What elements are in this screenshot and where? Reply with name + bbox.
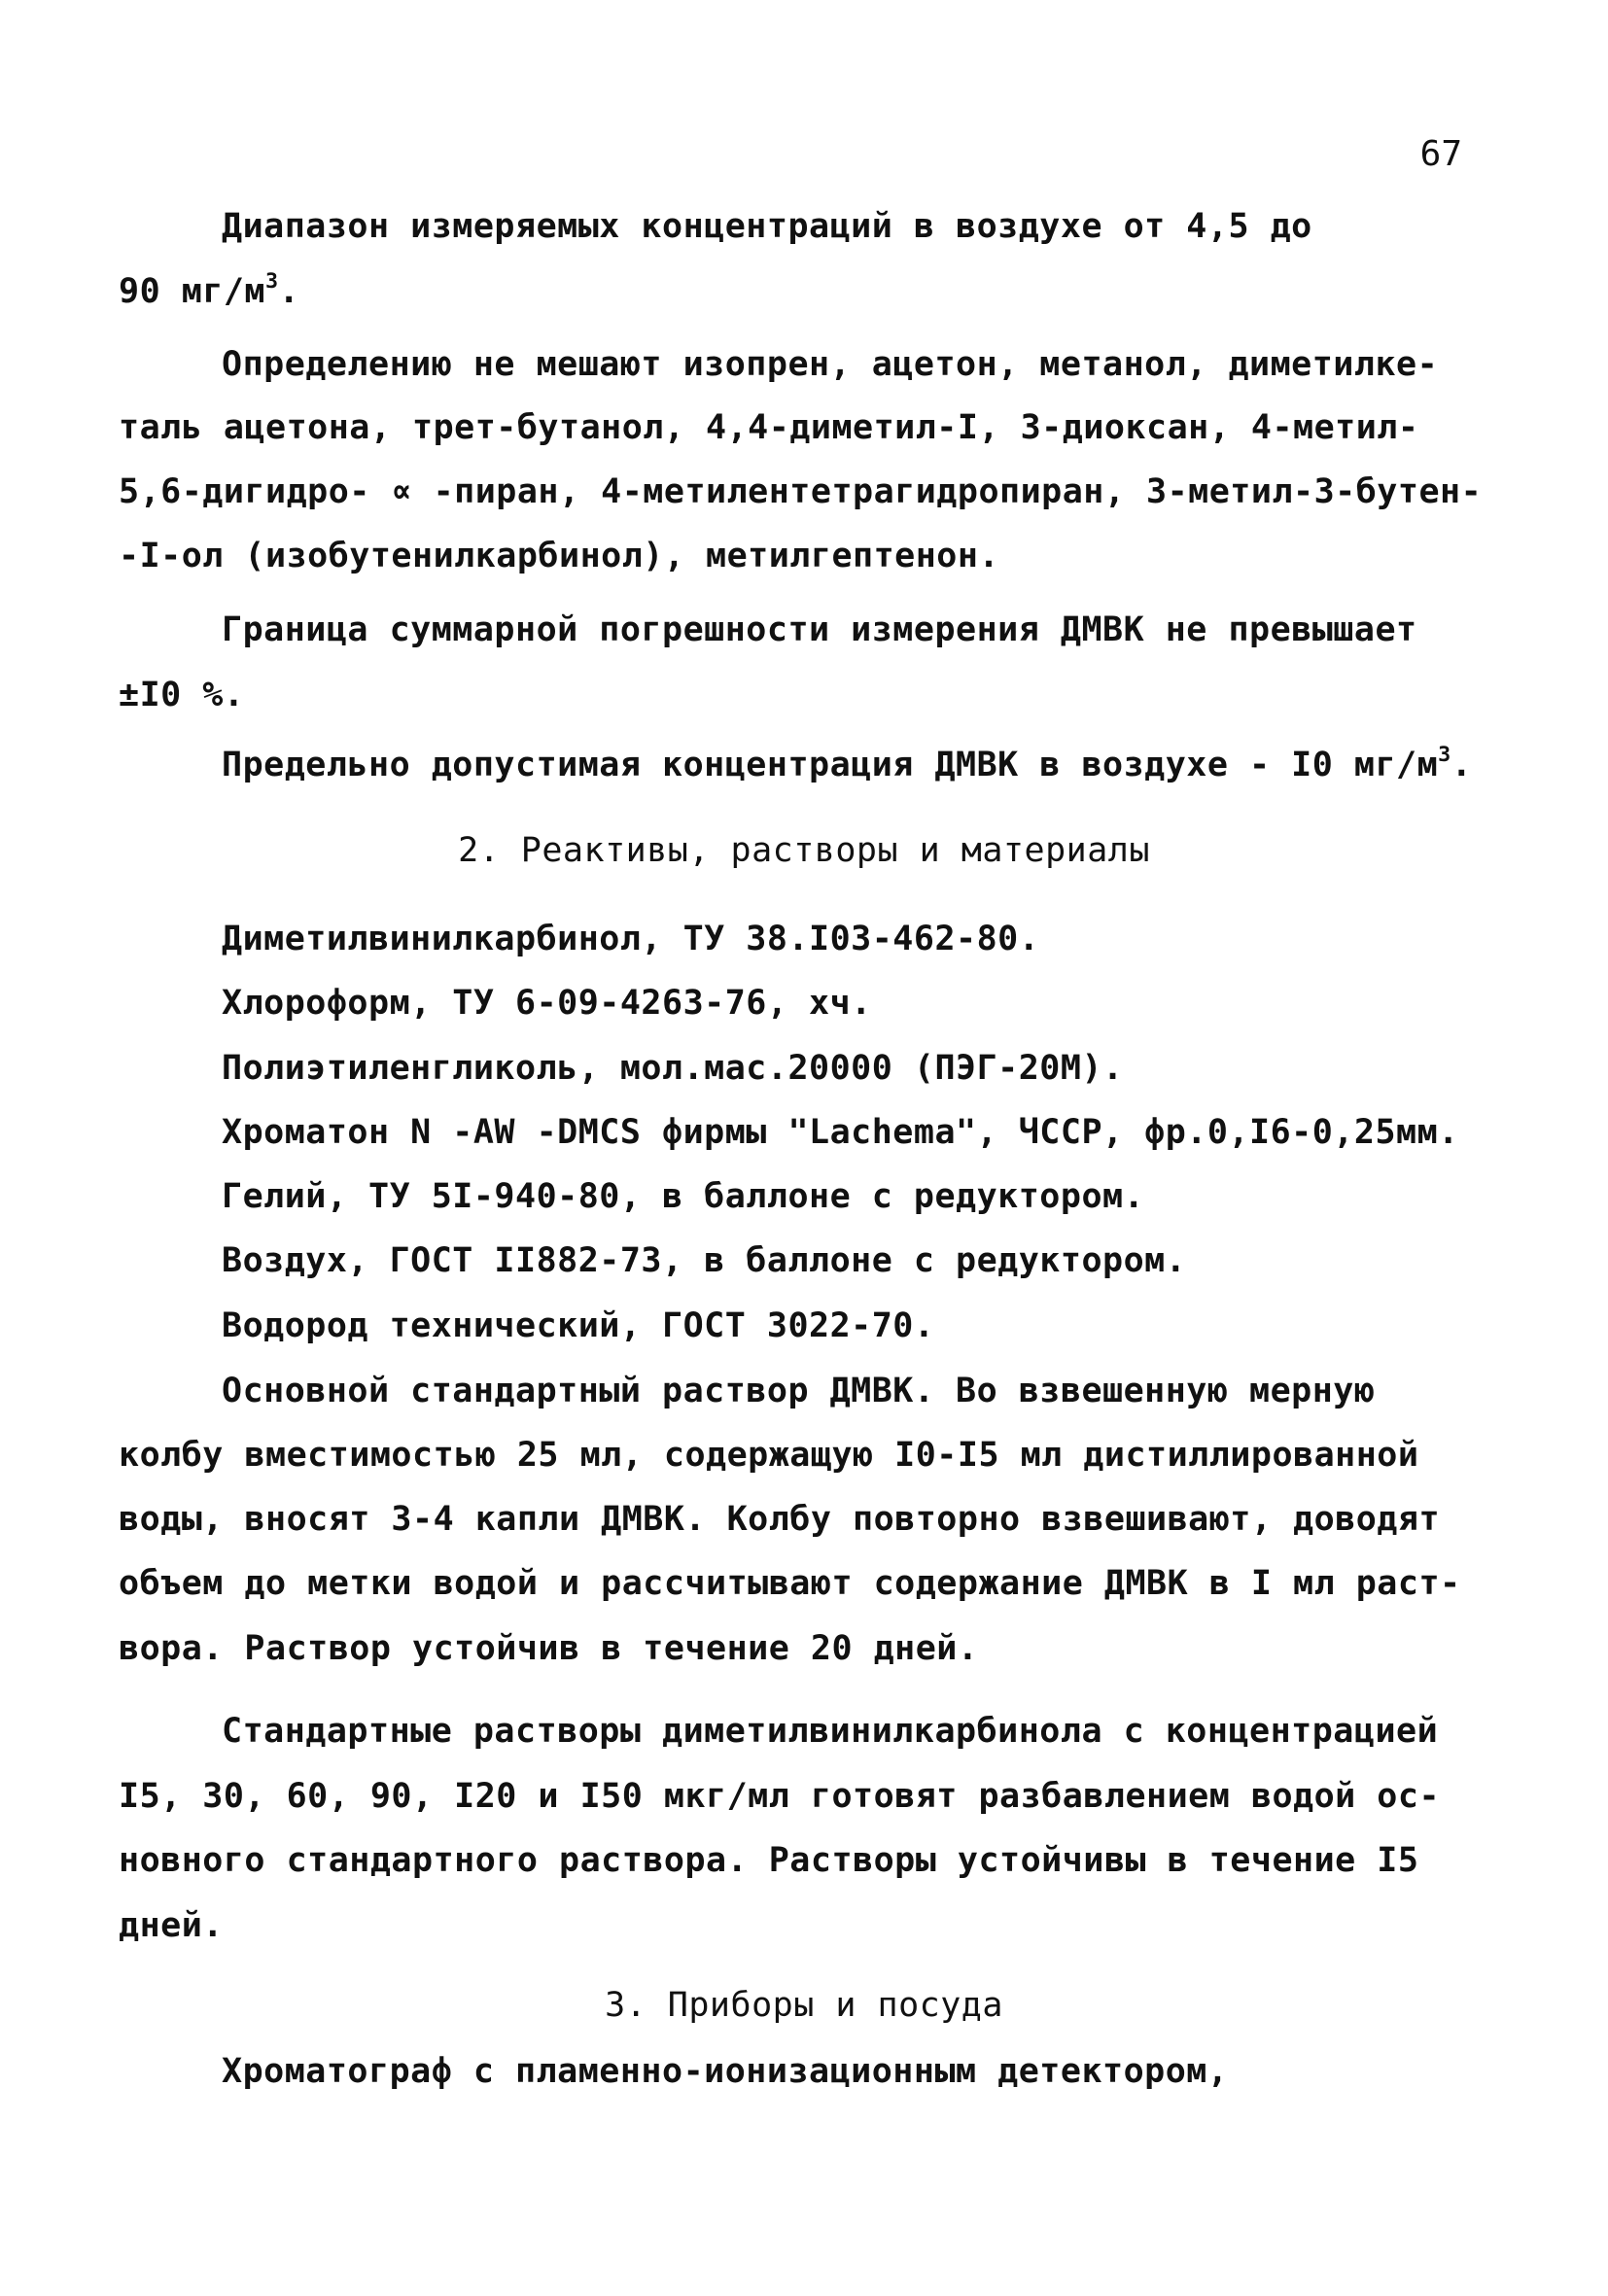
error-line-2: ±I0 %. xyxy=(119,676,245,714)
mac-unit-exponent: 3 xyxy=(1438,742,1451,767)
reagent-item: Хлороформ, ТУ 6-09-4263-76, хч. xyxy=(222,984,872,1023)
section-2-title: 2. Реактивы, растворы и материалы xyxy=(458,831,1150,870)
mac-line-end: . xyxy=(1451,746,1473,784)
standard-solutions-line-3: новного стандартного раствора. Растворы устойчивы в течение I5 xyxy=(119,1841,1419,1880)
stock-solution-line-4: объем до метки водой и рассчитывают содержание ДМВК в I мл раст- xyxy=(119,1564,1461,1603)
stock-solution-line-5: вора. Раствор устойчив в течение 20 дней. xyxy=(119,1629,979,1668)
reagent-item: Хроматон N -AW -DMCS фирмы "Lachema", ЧССР, фр.0,I6-0,25мм. xyxy=(222,1113,1459,1152)
stock-solution-line-2: колбу вместимостью 25 мл, содержащую I0-I5 мл дистиллированной xyxy=(119,1436,1419,1475)
interference-line-3: 5,6-дигидро- ∝ -пиран, 4-метилентетрагидропиран, 3-метил-3-бутен- xyxy=(119,472,1483,511)
error-line-1: Граница суммарной погрешности измерения ДМВК не превышает xyxy=(222,610,1417,649)
interference-line-1: Определению не мешают изопрен, ацетон, метанол, диметилке- xyxy=(222,345,1439,384)
mac-text: Предельно допустимая концентрация ДМВК в воздухе - I0 мг/м xyxy=(222,746,1439,784)
page-number: 67 xyxy=(1419,134,1462,174)
interference-line-2: таль ацетона, трет-бутанол, 4,4-диметил-I, 3-диоксан, 4-метил- xyxy=(119,408,1419,447)
range-value: 90 мг/м xyxy=(119,272,266,311)
range-line-2 xyxy=(119,268,300,311)
range-unit-exponent: 3 xyxy=(265,268,279,294)
interference-line-4: -I-ол (изобутенилкарбинол), метилгептенон. xyxy=(119,537,1000,575)
stock-solution-line-1: Основной стандартный раствор ДМВК. Во взвешенную мерную xyxy=(222,1372,1376,1410)
reagent-item: Гелий, ТУ 5I-940-80, в баллоне с редуктором. xyxy=(222,1177,1145,1216)
mac-line xyxy=(222,742,1473,784)
reagent-item: Диметилвинилкарбинол, ТУ 38.I03-462-80. xyxy=(222,920,1040,958)
reagent-item: Воздух, ГОСТ II882-73, в баллоне с редуктором. xyxy=(222,1241,1187,1280)
standard-solutions-line-1: Стандартные растворы диметилвинилкарбинола с концентрацией xyxy=(222,1712,1439,1751)
standard-solutions-line-2: I5, 30, 60, 90, I20 и I50 мкг/мл готовят разбавлением водой ос- xyxy=(119,1777,1441,1816)
reagent-item: Водород технический, ГОСТ 3022-70. xyxy=(222,1306,935,1345)
section-3-title: 3. Приборы и посуда xyxy=(605,1986,1003,2025)
reagent-item: Полиэтиленгликоль, мол.мас.20000 (ПЭГ-20М). xyxy=(222,1049,1124,1088)
range-line-1: Диапазон измеряемых концентраций в воздухе от 4,5 до xyxy=(222,207,1312,246)
standard-solutions-line-4: дней. xyxy=(119,1906,224,1945)
equipment-line-1: Хроматограф с пламенно-ионизационным детектором, xyxy=(222,2052,1229,2091)
range-line-end: . xyxy=(278,272,300,311)
stock-solution-line-3: воды, вносят 3-4 капли ДМВК. Колбу повторно взвешивают, доводят xyxy=(119,1500,1441,1539)
